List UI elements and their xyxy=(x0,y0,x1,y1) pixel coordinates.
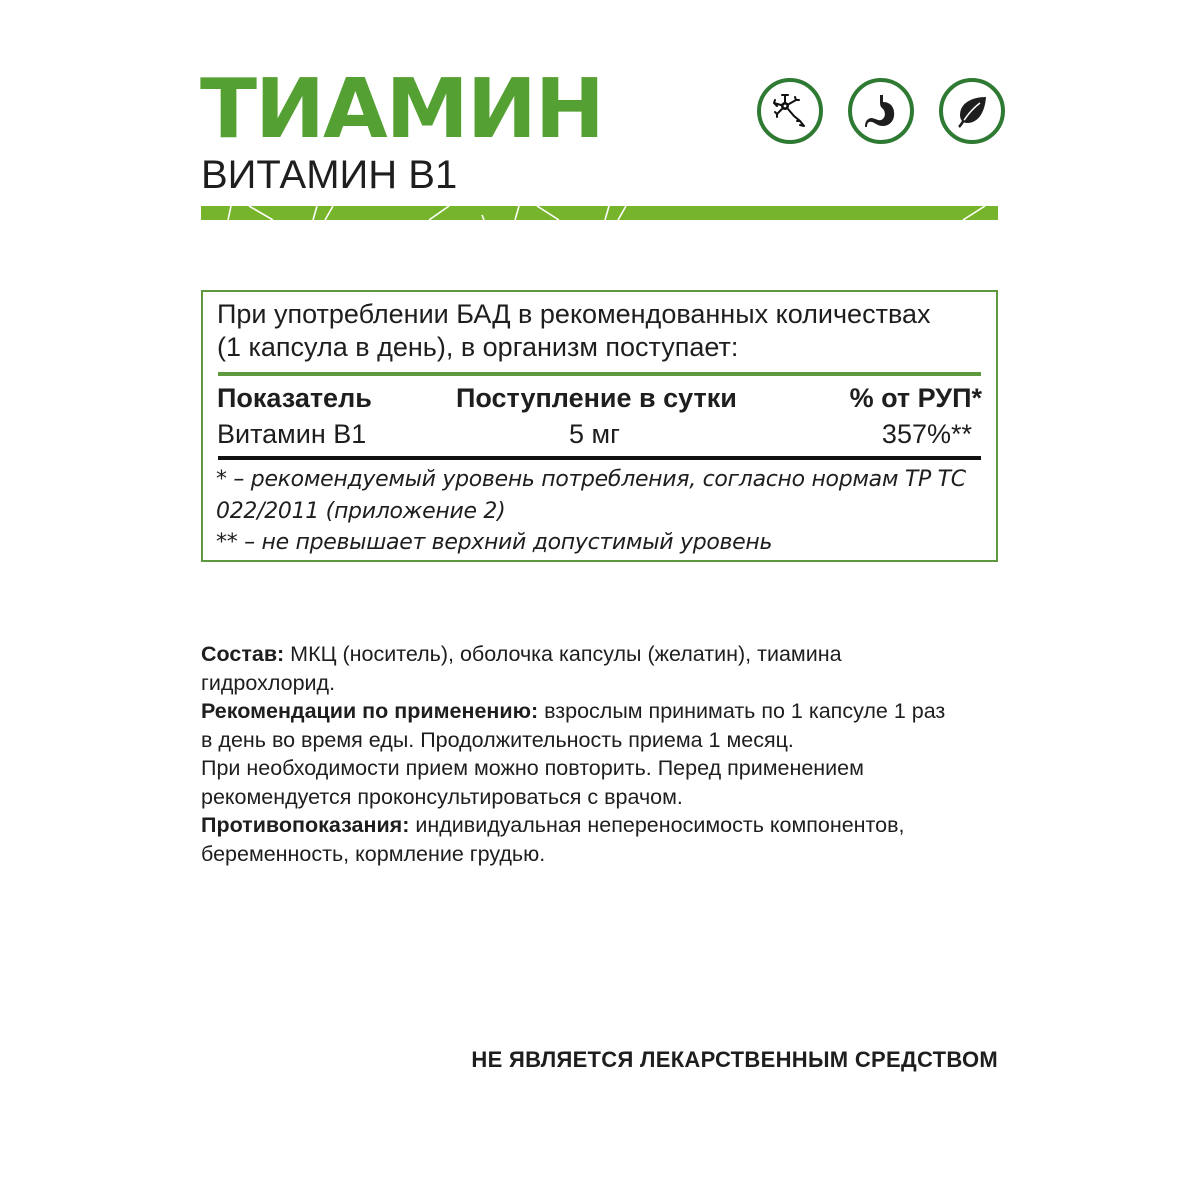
leaf-icon xyxy=(939,78,1005,144)
usage-text-cont-1: в день во время еды. Продолжительность приема 1 месяц. xyxy=(201,727,794,752)
usage-text-cont-3: рекомендуется проконсультироваться с врачом. xyxy=(201,784,683,809)
stomach-icon xyxy=(848,78,914,144)
product-title: ТИАМИН xyxy=(200,62,603,157)
usage-text: взрослым принимать по 1 капсуле 1 раз xyxy=(538,699,946,723)
decorative-stripe xyxy=(201,206,998,220)
composition-label: Состав: xyxy=(201,642,285,666)
usage-label: Рекомендации по применению: xyxy=(201,699,539,723)
contraindications-label: Противопоказания: xyxy=(201,813,410,837)
benefit-icons xyxy=(757,78,1005,144)
intro-line-1: При употреблении БАД в рекомендованных количествах xyxy=(217,299,931,329)
cell-nutrient: Витамин В1 xyxy=(217,419,367,449)
cell-daily-intake: 5 мг xyxy=(569,419,620,449)
product-subtitle: ВИТАМИН В1 xyxy=(201,153,458,197)
usage-text-cont-2: При необходимости прием можно повторить. Перед применением xyxy=(201,756,864,780)
footnote-1: * – рекомендуемый уровень потребления, согласно нормам ТР ТС xyxy=(216,467,966,492)
composition-text-cont: гидрохлорид. xyxy=(201,670,336,695)
product-description xyxy=(201,640,1001,868)
intro-text xyxy=(217,298,987,364)
contraindications-text-cont: беременность, кормление грудью. xyxy=(201,841,546,866)
footnote-2: ** – не превышает верхний допустимый уровень xyxy=(216,530,773,555)
footnote-1-cont: 022/2011 (приложение 2) xyxy=(216,499,506,524)
column-header-indicator: Показатель xyxy=(217,383,372,413)
table-bottom-divider xyxy=(218,456,981,460)
disclaimer: НЕ ЯВЛЯЕТСЯ ЛЕКАРСТВЕННЫМ СРЕДСТВОМ xyxy=(471,1047,998,1072)
nutrition-info-box xyxy=(201,290,998,562)
cell-rup-percent: 357%** xyxy=(881,419,972,449)
composition-text: МКЦ (носитель), оболочка капсулы (желатин), тиамина xyxy=(284,642,842,666)
column-header-daily-intake: Поступление в сутки xyxy=(456,383,737,413)
contraindications-text: индивидуальная непереносимость компонентов, xyxy=(409,813,905,837)
neuron-icon xyxy=(757,78,823,144)
column-header-rup-percent: % от РУП* xyxy=(849,383,982,413)
header-divider xyxy=(218,372,981,376)
intro-line-2: (1 капсула в день), в организм поступает: xyxy=(217,332,739,362)
